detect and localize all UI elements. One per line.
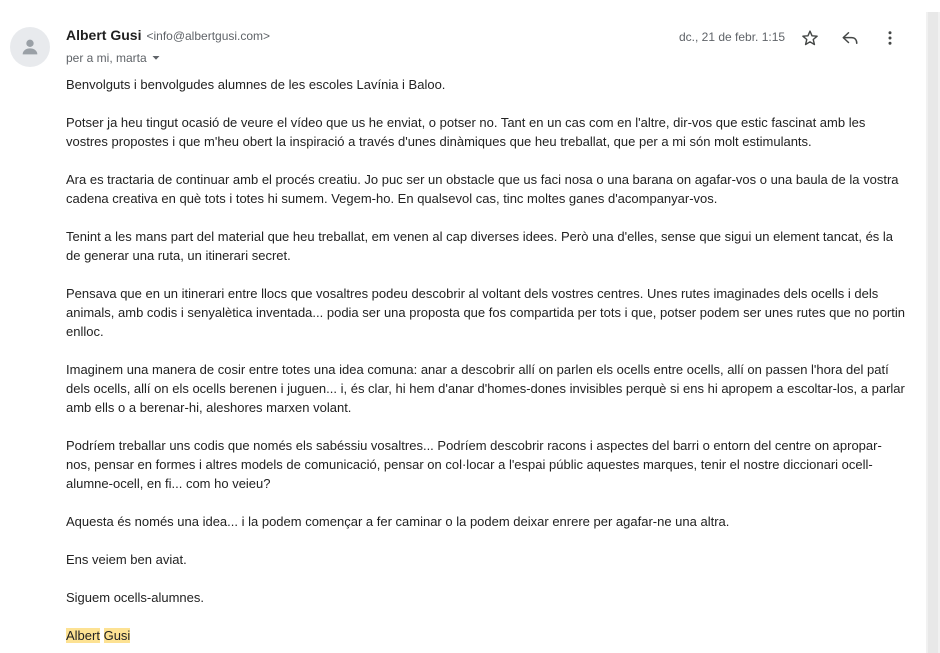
signature-first-name: Albert: [66, 628, 100, 643]
body-paragraph: Benvolguts i benvolgudes alumnes de les escoles Lavínia i Baloo.: [66, 77, 446, 92]
recipients-line[interactable]: [66, 50, 161, 66]
sender-avatar[interactable]: [10, 27, 50, 67]
signature: [66, 626, 906, 645]
scrollbar-thumb[interactable]: [928, 12, 938, 653]
body-paragraph: Siguem ocells-alumnes.: [66, 590, 205, 605]
more-vert-icon: [881, 29, 899, 47]
signature-last-name: Gusi: [103, 628, 131, 643]
caret-down-icon[interactable]: [151, 53, 161, 63]
body-paragraph: Ens veiem ben aviat.: [66, 552, 187, 567]
body-paragraph: Potser ja heu tingut ocasió de veure el vídeo que us he enviat, o potser no. Tant en un cas com en l'altre, dir-vos que estic fascinat amb les vostres propostes i que m'heu obert la inspiració a través d'unes dinàmiques que heu treballat, que per a mi són molt estimulants.: [66, 115, 866, 149]
body-paragraph: Podríem treballar uns codis que només els sabéssiu vosaltres... Podríem descobrir racons i aspectes del barri o entorn del centre on apropar-nos, pensar en formes i altres models de comunicació, pensar on col·locar a l'espai públic aquestes marques, tenir el nostre diccionari ocell-alumne-ocell, en fi... com ho veieu?: [66, 438, 882, 491]
body-paragraph: Pensava que en un itinerari entre llocs que vosaltres podeu descobrir al voltant dels vostres centres. Unes rutes imaginades dels ocells i dels animals, amb codis i senyalètica inventada... podia ser una proposta que fos compartida per tots i que, potser podem ser unes rutes que no portin enlloc.: [66, 286, 905, 339]
sender-name[interactable]: Albert Gusi: [66, 27, 142, 43]
star-button[interactable]: [798, 26, 822, 50]
recipients-text: per a mi, marta: [66, 51, 147, 65]
body-paragraph: Imaginem una manera de cosir entre totes una idea comuna: anar a descobrir allí on parlen els ocells entre ocells, allí on passen l'hora del patí dels ocells, allí on els ocells berenen i juguen... i, és clar, hi hem d'anar d'homes-dones invisibles perquè si ens hi apropem a escoltar-los, a parlar amb ells o a berenar-hi, aleshores marxen volant.: [66, 362, 905, 415]
more-options-button[interactable]: [878, 26, 902, 50]
reply-icon: [841, 29, 859, 47]
reply-button[interactable]: [838, 26, 862, 50]
person-icon: [19, 36, 41, 58]
email-body: [66, 75, 906, 653]
sender-email: <info@albertgusi.com>: [146, 29, 271, 43]
body-paragraph: Tenint a les mans part del material que heu treballat, em venen al cap diverses idees. Però una d'elles, sense que sigui un element tancat, és la de generar una ruta, un itinerari secret.: [66, 229, 894, 263]
scrollbar[interactable]: [926, 12, 940, 653]
body-paragraph: Aquesta és només una idea... i la podem començar a fer caminar o la podem deixar enrere per agafar-ne una altra.: [66, 514, 730, 529]
body-paragraph: Ara es tractaria de continuar amb el procés creatiu. Jo puc ser un obstacle que us faci nosa o una barana on agafar-vos o una baula de la vostra cadena creativa en què tots i totes hi sumem. Vegem-ho. En qualsevol cas, tinc moltes ganes d'acompanyar-vos.: [66, 172, 899, 206]
sender-line: [66, 27, 270, 47]
email-date: dc., 21 de febr. 1:15: [679, 30, 786, 44]
star-icon: [801, 29, 819, 47]
